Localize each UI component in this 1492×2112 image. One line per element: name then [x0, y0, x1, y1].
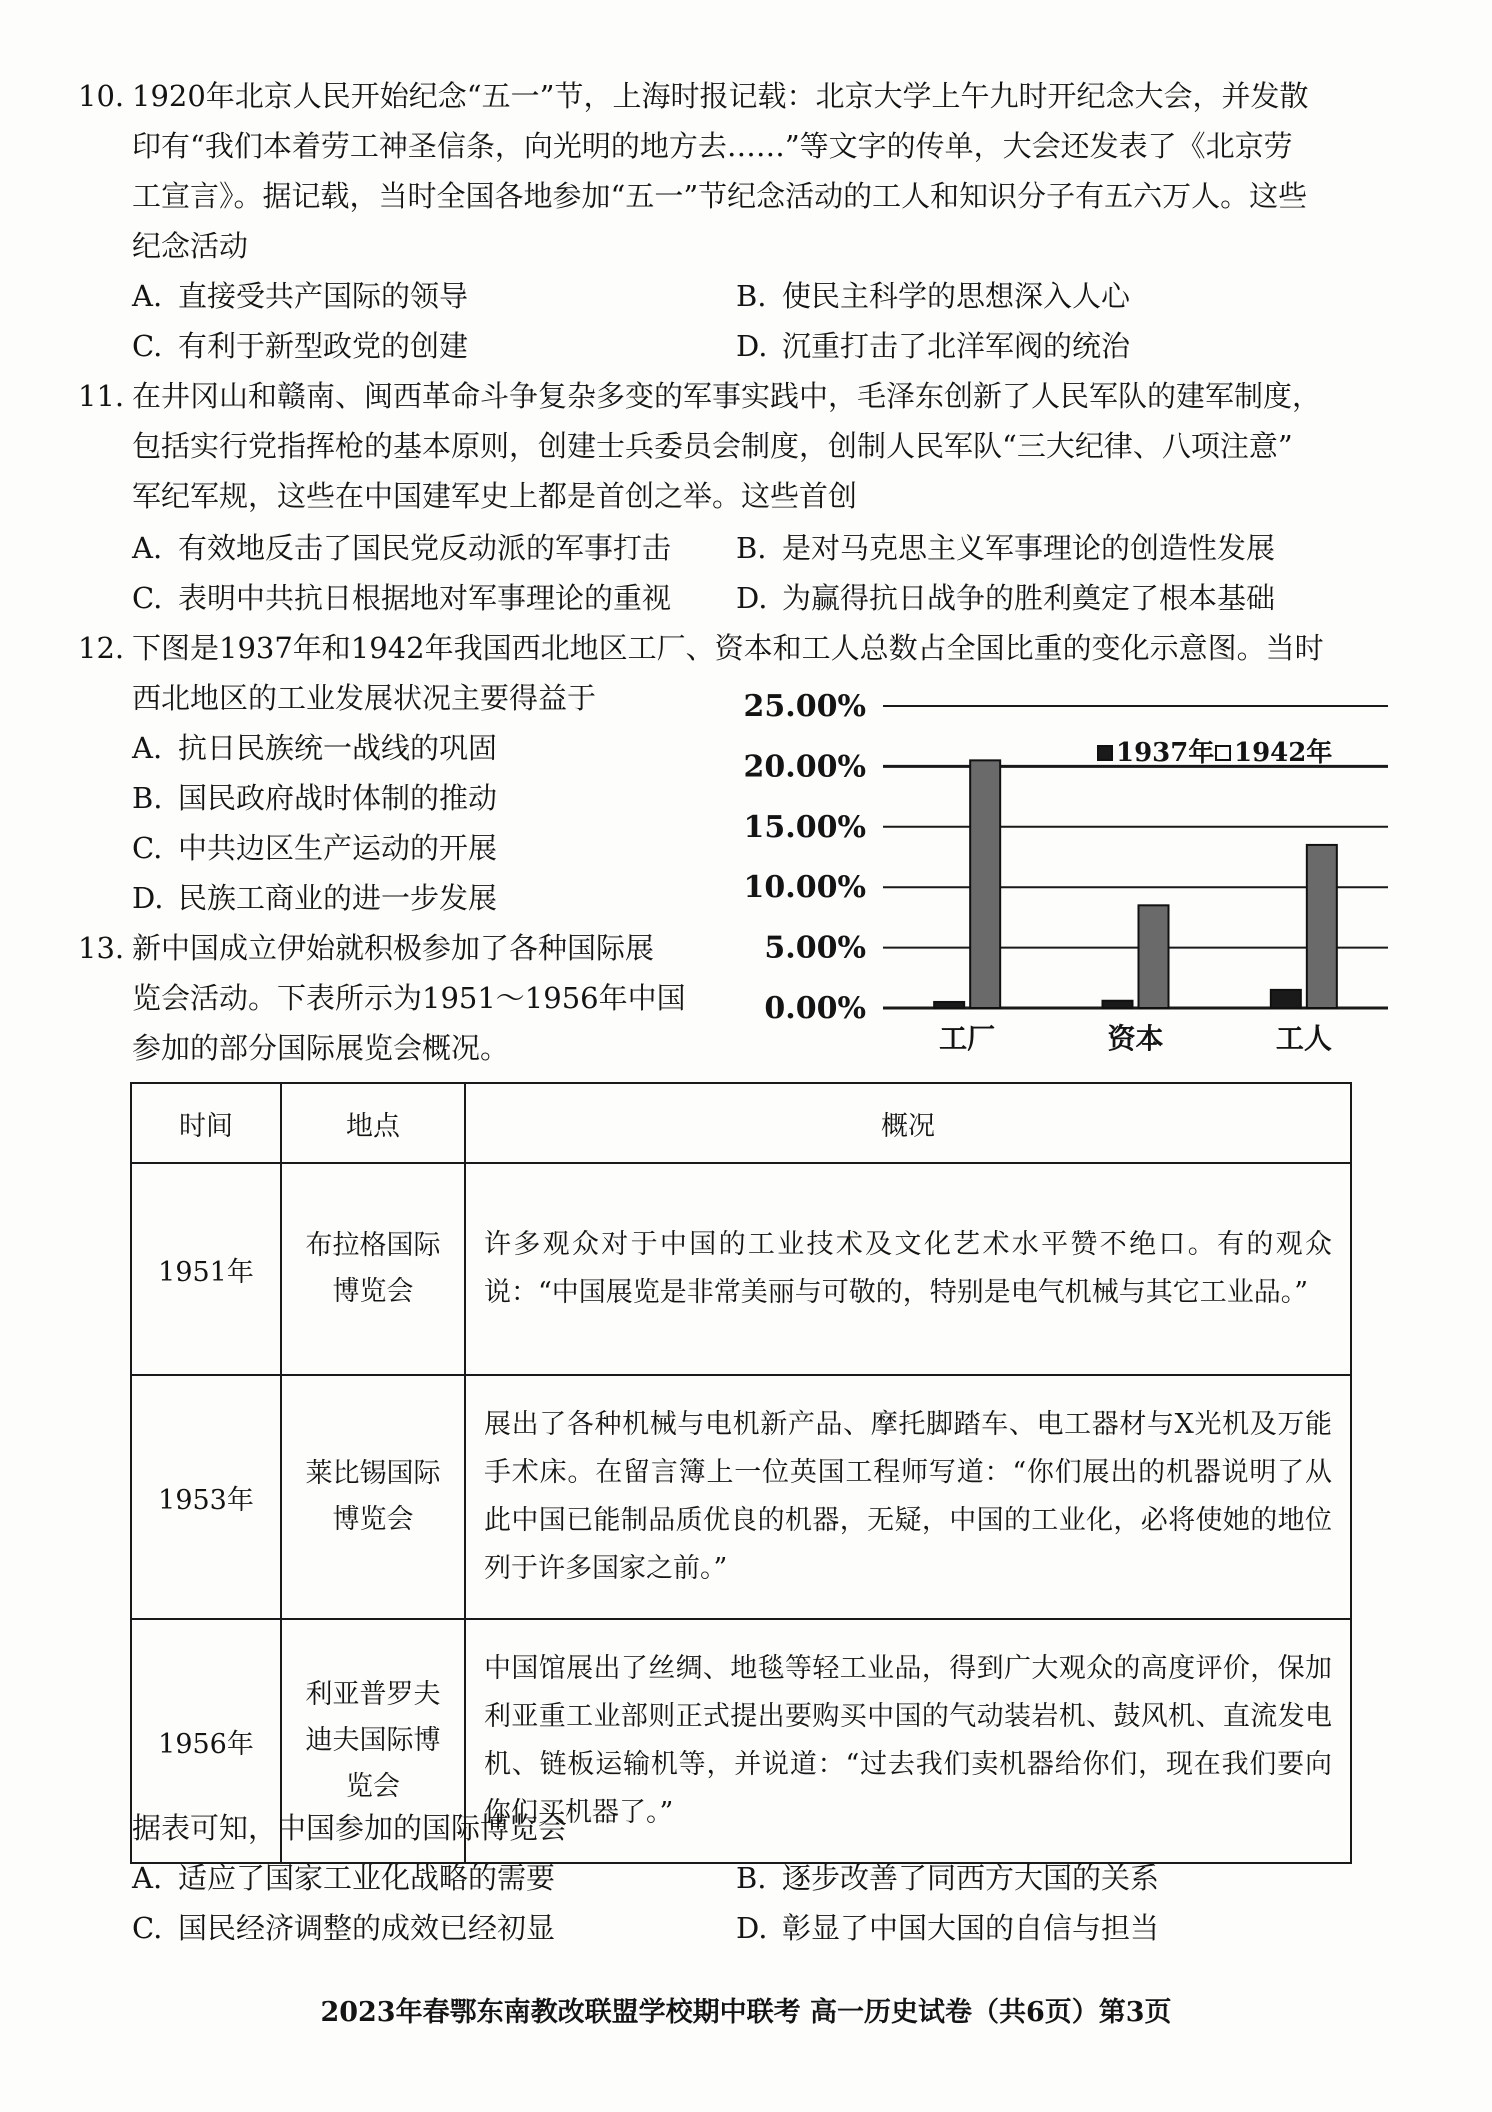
row-time: 1951年	[131, 1163, 281, 1375]
industry-share-chart	[728, 684, 1408, 1060]
q10-option-d: D. 沉重打击了北洋军阀的统治	[736, 329, 1131, 363]
table-row	[131, 1375, 1351, 1619]
q13-option-d: D. 彰显了中国大国的自信与担当	[736, 1911, 1160, 1945]
bar-工厂-1942年	[970, 760, 1000, 1008]
q11-option-b: B. 是对马克思主义军事理论的创造性发展	[736, 531, 1276, 565]
q11-number: 11.	[78, 379, 125, 413]
y-tick-label: 0.00%	[764, 991, 866, 1026]
legend-label: 1942年	[1234, 738, 1333, 768]
bar-资本-1942年	[1139, 905, 1169, 1008]
exhibition-table	[130, 1082, 1352, 1864]
table-row	[131, 1163, 1351, 1375]
row-summary: 许多观众对于中国的工业技术及文化艺术水平赞不绝口。有的观众说：“中国展览是非常美丽与可敬的，特别是电气机械与其它工业品。”	[465, 1163, 1351, 1375]
legend-swatch	[1098, 746, 1112, 760]
header-time: 时间	[131, 1083, 281, 1163]
bar-资本-1937年	[1103, 1001, 1133, 1008]
q12-option-b: B. 国民政府战时体制的推动	[132, 781, 498, 815]
row-summary: 中国馆展出了丝绸、地毯等轻工业品，得到广大观众的高度评价，保加利亚重工业部则正式提出要购买中国的气动装岩机、鼓风机、直流发电机、链板运输机等，并说道：“过去我们卖机器给你们，现在我们要向你们买机器了。”	[465, 1619, 1351, 1863]
q10-number: 10.	[78, 79, 125, 113]
q10-option-b: B. 使民主科学的思想深入人心	[736, 279, 1131, 313]
q12-option-d: D. 民族工商业的进一步发展	[132, 881, 498, 915]
q12-line-1: 12. 下图是1937年和1942年我国西北地区工厂、资本和工人总数占全国比重的变化示意图。当时	[78, 628, 1324, 668]
row-place: 布拉格国际博览会	[281, 1163, 465, 1375]
y-tick-label: 5.00%	[764, 930, 866, 966]
q11-line-3: 军纪军规，这些在中国建军史上都是首创之举。这些首创	[132, 479, 858, 513]
q13-option-b: B. 逐步改善了同西方大国的关系	[736, 1861, 1160, 1895]
q10-line-1: 10. 1920年北京人民开始纪念“五一”节，上海时报记载：北京大学上午九时开纪念大会，并发散	[78, 76, 1308, 116]
q10-option-c: C. 有利于新型政党的创建	[132, 329, 469, 363]
row-summary: 展出了各种机械与电机新产品、摩托脚踏车、电工器材与X光机及万能手术床。在留言簿上一位英国工程师写道：“你们展出的机器说明了从此中国已能制品质优良的机器，无疑，中国的工业化，必将使她的地位列于许多国家之前。”	[465, 1375, 1351, 1619]
q11-option-a: A. 有效地反击了国民党反动派的军事打击	[132, 531, 672, 565]
bar-工厂-1937年	[934, 1002, 964, 1008]
q12-number: 12.	[78, 631, 125, 665]
q11-line-2: 包括实行党指挥枪的基本原则，创建士兵委员会制度，创制人民军队“三大纪律、八项注意”	[132, 429, 1293, 463]
row-time: 1953年	[131, 1375, 281, 1619]
y-tick-label: 25.00%	[743, 689, 866, 724]
q12-option-a: A. 抗日民族统一战线的巩固	[132, 731, 498, 765]
header-summary: 概况	[465, 1083, 1351, 1163]
table-header-row	[131, 1083, 1351, 1163]
q10-option-a: A. 直接受共产国际的领导	[132, 279, 469, 313]
bar-工人-1942年	[1307, 845, 1337, 1008]
q13-option-a: A. 适应了国家工业化战略的需要	[132, 1861, 556, 1895]
y-tick-label: 20.00%	[743, 749, 866, 785]
q13-line-3: 参加的部分国际展览会概况。	[132, 1031, 510, 1065]
q11-line-1: 11. 在井冈山和赣南、闽西革命斗争复杂多变的军事实践中，毛泽东创新了人民军队的建军制度，	[78, 376, 1321, 416]
y-tick-label: 15.00%	[743, 809, 866, 845]
x-tick-label: 资本	[1107, 1022, 1164, 1055]
q13-option-c: C. 国民经济调整的成效已经初显	[132, 1911, 556, 1945]
q11-option-c: C. 表明中共抗日根据地对军事理论的重视	[132, 581, 672, 615]
q13-line-2: 览会活动。下表所示为1951～1956年中国	[132, 981, 686, 1015]
x-tick-label: 工人	[1275, 1022, 1332, 1055]
q12-line-2: 西北地区的工业发展状况主要得益于	[132, 681, 597, 715]
q10-line-4: 纪念活动	[132, 229, 249, 263]
q10-line-2: 印有“我们本着劳工神圣信条，向光明的地方去……”等文字的传单，大会还发表了《北京劳	[132, 129, 1293, 163]
q11-option-d: D. 为赢得抗日战争的胜利奠定了根本基础	[736, 581, 1276, 615]
q13-number: 13.	[78, 931, 125, 965]
header-place: 地点	[281, 1083, 465, 1163]
q13-stem: 据表可知，中国参加的国际博览会	[132, 1811, 568, 1845]
page-footer: 2023年春鄂东南教改联盟学校期中联考 高一历史试卷（共6页）第3页	[320, 1997, 1172, 2028]
y-tick-label: 10.00%	[743, 870, 866, 906]
legend-label: 1937年	[1116, 738, 1215, 768]
q12-option-c: C. 中共边区生产运动的开展	[132, 831, 498, 865]
row-place: 莱比锡国际博览会	[281, 1375, 465, 1619]
q13-line-1: 13. 新中国成立伊始就积极参加了各种国际展	[78, 928, 654, 968]
x-tick-label: 工厂	[939, 1022, 996, 1055]
q10-line-3: 工宣言》。据记载，当时全国各地参加“五一”节纪念活动的工人和知识分子有五六万人。这些	[132, 179, 1308, 213]
row-place: 利亚普罗夫迪夫国际博览会	[281, 1619, 465, 1863]
legend-swatch	[1216, 746, 1230, 760]
bar-工人-1937年	[1271, 990, 1301, 1008]
row-time: 1956年	[131, 1619, 281, 1863]
